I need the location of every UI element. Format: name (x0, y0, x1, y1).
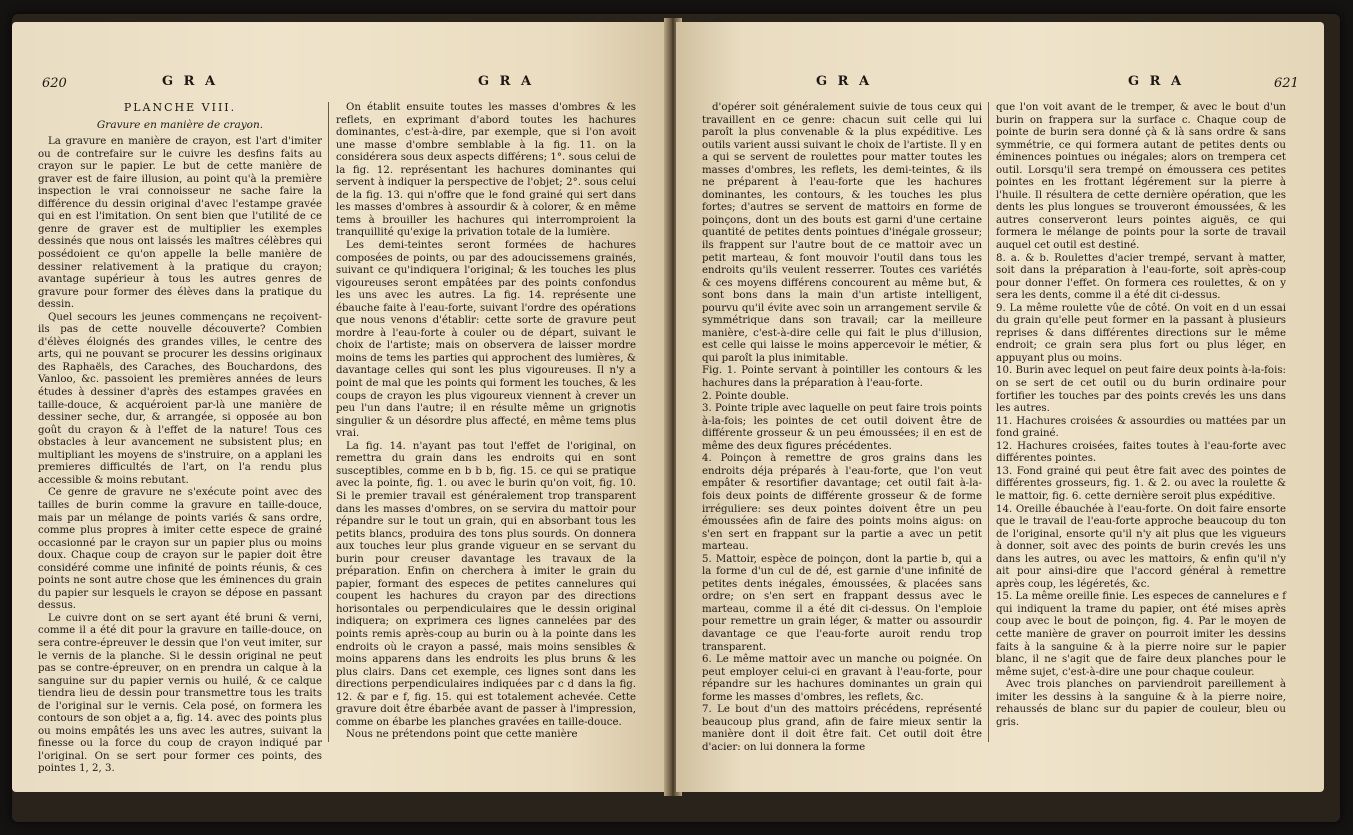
column-1 (702, 102, 982, 754)
figure-item: 11. Hachures croisées & assourdies ou mattées par un fond grainé. (996, 415, 1286, 440)
paragraph: On établit ensuite toutes les masses d'ombres & les reflets, en exprimant d'abord toutes les hachures dominantes, c'est-à-dire, par exemple, que si l'on avoit une masse d'ombre semblable à la fig. 11. on la considérera sous deux aspects différens; 1°. sous celui de la fig. 12. représentant les hachures dominantes qui servent à indiquer la perspective de l'objet; 2°. sous celui de la fig. 13. qui n'offre que le fond grainé qui sert dans les masses d'ombres à assourdir & à colorer, & en même tems à brouiller les hachures qui interromproient la tranquillité qu'exige la privation totale de la lumière. (336, 102, 636, 239)
figure-item: 3. Pointe triple avec laquelle on peut faire trois points à-la-fois; les pointes de cet outil doivent être de différente grosseur & un peu émoussées; il en est de même des deux figures précédentes. (702, 403, 982, 452)
left-page (12, 22, 668, 792)
paragraph: Quel secours les jeunes commençans ne reçoivent-ils pas de cette nouvelle découverte? Combien d'élèves éloignés des grandes villes, le centre des arts, qui ne pouvant se procurer les dessins originaux des Raphaëls, des Caraches, des Bouchardons, des Vanloo, &c. passoient les premières années de leurs études à dessiner d'après des estampes gravées en taille-douce, & acquéroient par-là une manière de dessiner seche, dur, & arrangée, si opposée au bon goût du crayon & à l'effet de la nature! Tous ces obstacles à leur avancement ne subsistent plus; en multipliant les moyens de s'instruire, on a applani les premieres difficultés de l'art, on l'a rendu plus accessible & moins rebutant. (38, 311, 322, 486)
figure-item: 6. Le même mattoir avec un manche ou poignée. On peut employer celui-ci en gravant à l'eau-forte, pour répandre sur les hachures dominantes un grain qui forme les masses d'ombres, les reflets, &c. (702, 654, 982, 703)
right-page (676, 22, 1324, 792)
plate-title: PLANCHE VIII. (123, 101, 237, 114)
figure-item: 12. Hachures croisées, faites toutes à l'eau-forte avec différentes pointes. (996, 440, 1286, 465)
page-number: 620 (42, 76, 67, 91)
column-2 (336, 102, 636, 742)
column-rule (328, 102, 329, 742)
plate-subtitle: Gravure en manière de crayon. (96, 118, 264, 131)
paragraph: La fig. 14. n'ayant pas tout l'effet de l'original, on remettra du grain dans les endroits qui en sont susceptibles, comme en b b b, fig. 15. ce qui se pratique avec la pointe, fig. 1. ou avec le burin qu'on voit, fig. 10. Si le premier travail est généralement trop transparent dans les masses d'ombres, on se servira du mattoir pour répandre sur le tout un grain, qui en absorbant tous les petits blancs, produira des tons plus sourds. On donnera aux touches leur plus grande vigueur en se servant du burin pour creuser davantage les travaux de la préparation. Enfin on cherchera à imiter le grain du papier, formant des especes de petites cannelures qui coupent les hachures du crayon par des directions horisontales ou perpendiculaires que le dessin original indiquera; on exprimera ces lignes cannelées par des points remis après-coup au burin ou à la pointe dans les endroits où le crayon a passé, mais moins sensibles & moins apparens dans les endroits les plus bruns & les plus clairs. Dans cet exemple, ces lignes sont dans les directions perpendiculaires indiquées par c d dans la fig. 12. & par e f, fig. 15. qui est totalement achevée. Cette gravure doit être ébarbée avant de passer à l'impression, comme on ébarbe les planches gravées en taille-douce. (336, 440, 636, 728)
column-rule (988, 102, 989, 742)
figure-item: 15. La même oreille finie. Les especes de cannelures e f qui indiquent la trame du papier, ont été mises après coup avec le bout de poinçon, fig. 4. Par le moyen de cette manière de graver on pourroit imiter les dessins faits à la sanguine & à la pierre noire sur le papier blanc, il ne s'agit que de faire deux planches pour le même sujet, c'est-à-dire une pour chaque couleur. (996, 591, 1286, 678)
figure-item: 8. a. & b. Roulettes d'acier trempé, servant à matter, soit dans la préparation à l'eau-forte, soit après-coup pour donner l'effet. On formera ces roulettes, & on y sera les dents, comme il a été dit ci-dessus. (996, 252, 1286, 302)
running-header: G R A (478, 74, 535, 89)
figure-item: 9. La même roulette vûe de côté. On voit en d un essai du grain qu'elle peut former en la passant à plusieurs reprises & dans différentes directions sur le même endroit; ce grain sera plus fort ou plus léger, en appuyant plus ou moins. (996, 302, 1286, 364)
figure-item: 10. Burin avec lequel on peut faire deux points à-la-fois: on se sert de cet outil ou du burin ordinaire pour fortifier les touches par des points crevés les uns dans les autres. (996, 365, 1286, 415)
paragraph: d'opérer soit généralement suivie de tous ceux qui travaillent en ce genre: chacun suit celle qui lui paroît la plus convenable & la plus expéditive. Les outils varient aussi suivant le choix de l'artiste. Il y en a qui se servent de roulettes pour matter toutes les masses d'ombres, les reflets, les demi-teintes, & ils ne préparent à l'eau-forte que les hachures dominantes, les contours, & les touches les plus fortes; d'autres se servent de mattoirs en forme de poinçons, dont un des bouts est garni d'une certaine quantité de petites dents pointues d'inégale grosseur; ils frappent sur l'autre bout de ce mattoir avec un petit marteau, & font mouvoir l'outil dans tous les endroits qu'ils veulent resserrer. Toutes ces variétés & ces moyens différens concourent au même but, & sont bons dans la main d'un artiste intelligent, pourvu qu'il évite avec soin un arrangement servile & symmétrique dans son travail; car la meilleure manière, c'est-à-dire celle qui fait le plus d'illusion, est celle qui laisse le moins appercevoir le métier, & qui paroît la plus inimitable. (702, 102, 982, 364)
figure-item: Fig. 1. Pointe servant à pointiller les contours & les hachures dans la préparation à l'eau-forte. (702, 365, 982, 390)
running-header: G R A (816, 74, 873, 89)
page-number: 621 (1274, 76, 1299, 91)
running-header: G R A (162, 74, 219, 89)
paragraph: Ce genre de gravure ne s'exécute point avec des tailles de burin comme la gravure en taille-douce, mais par un mélange de points variés & sans ordre, comme plus propres à imiter cette espece de grainé occasionné par le crayon sur un papier plus ou moins doux. Chaque coup de crayon sur le papier doit être considéré comme une infinité de points réunis, & ces points ne sont autre chose que les éminences du grain du papier sur lesquels le crayon se dépose en passant dessus. (38, 487, 322, 612)
figure-item: 5. Mattoir, espèce de poinçon, dont la partie b, qui a la forme d'un cul de dé, est garnie d'une infinité de petites dents inégales, émoussées, & placées sans ordre; on s'en sert en frappant dessus avec le marteau, comme il a été dit ci-dessus. On l'emploie pour remettre un grain léger, & matter ou assourdir davantage ce que l'eau-forte auroit rendu trop transparent. (702, 553, 982, 653)
figure-item: 2. Pointe double. (702, 390, 789, 402)
figure-item: 4. Poinçon à remettre de gros grains dans les endroits déja préparés à l'eau-forte, que l'on veut empâter & resortifier davantage; cet outil fait à-la-fois deux points de différente grosseur & de forme irréguliere: ses deux pointes doivent être un peu émoussées afin de faire des points moins aigus: on s'en sert en frappant sur la partie a avec un petit marteau. (702, 453, 982, 553)
paragraph: La gravure en manière de crayon, est l'art d'imiter ou de contrefaire sur le cuivre les desfins faits au crayon sur le papier. Le but de cette manière de graver est de faire illusion, au point qu'à la première inspection le vrai connoisseur ne sache faire la différence du dessin original d'avec l'estampe gravée qui en est l'imitation. On sent bien que l'utilité de ce genre de graver est de multiplier les exemples dessinés que nous ont laissés les maîtres célèbres qui possédoient ce qu'on appelle la belle manière de dessiner relativement à la pratique du crayon; avantage supérieur à tous les autres genres de gravure pour former des élèves dans la pratique du dessin. (38, 136, 322, 311)
figure-item: 13. Fond grainé qui peut être fait avec des pointes de différentes grosseurs, fig. 1. & 2. ou avec la roulette & le mattoir, fig. 6. cette dernière seroit plus expéditive. (996, 465, 1286, 502)
paragraph: Avec trois planches on parviendroit pareillement à imiter les dessins à la sanguine & à la pierre noire, rehaussés de blanc sur du papier de couleur, bleu ou gris. (996, 679, 1286, 728)
running-header: G R A (1128, 74, 1185, 89)
column-2 (996, 102, 1286, 729)
figure-item: 14. Oreille ébauchée à l'eau-forte. On doit faire ensorte que le travail de l'eau-forte approche beaucoup du ton de l'original, ensorte qu'il n'y ait plus que les vigueurs à donner, soit avec des points de burin crevés les uns dans les autres, ou avec les mattoirs, & enfin qu'il n'y ait pour ainsi-dire que l'accord général à remettre après coup, les légéretés, &c. (996, 503, 1286, 590)
paragraph: Nous ne prétendons point que cette manière (346, 729, 578, 741)
paragraph: Les demi-teintes seront formées de hachures composées de points, ou par des adoucissemens grainés, suivant ce qu'indiquera l'original; & les touches les plus vigoureuses seront empâtées par des points confondus les uns avec les autres. La fig. 14. représente une ébauche faite à l'eau-forte, suivant l'ordre des opérations que nous venons d'établir: cette sorte de gravure peut mordre à l'eau-forte à couler ou de départ, suivant le choix de l'artiste; mais on observera de laisser mordre moins de tems les parties qui approchent des lumières, & davantage celles qui sont les plus vigoureuses. Il n'y a point de mal que les points qui forment les touches, & les coups de crayon les plus vigoureux viennent à crever un peu l'un dans l'autre; il en résulte même un grignotis singulier & un désordre plus affecté, en même tems plus vrai. (336, 240, 636, 440)
paragraph: Le cuivre dont on se sert ayant été bruni & verni, comme il a été dit pour la gravure en taille-douce, on sera contre-épreuver le dessin que l'on veut imiter, sur le vernis de la planche. Si le dessin original ne peut pas se contre-épreuver, on en prendra un calque à la sanguine sur du papier vernis ou huilé, & ce calque tiendra lieu de dessin pour transmettre tous les traits de l'original sur le vernis. Cela posé, on formera les contours de son objet a a, fig. 14. avec des points plus ou moins empâtés les uns avec les autres, suivant la finesse ou la force du coup de crayon indiqué par l'original. On se sert pour former ces points, des pointes 1, 2, 3. (38, 612, 322, 775)
figure-item: que l'on voit avant de le tremper, & avec le bout d'un burin on frappera sur la surface c. Chaque coup de pointe de burin sera donné çà & là sans ordre & sans symmétrie, ce qui formera autant de petites dents ou éminences pointues ou inégales; alors on trempera cet outil. Lorsqu'il sera trempé on émoussera ces petites pointes en les frottant légérement sur la pierre à l'huile. Il résultera de cette dernière opération, que les dents les plus longues se trouveront émoussées, & les autres conserveront leurs pointes aiguës, ce qui formera le mélange de points pour la sorte de travail auquel cet outil est destiné. (996, 102, 1286, 252)
figure-item: 7. Le bout d'un des mattoirs précédens, représenté beaucoup plus grand, afin de faire mieux sentir la manière dont il doit être fait. Cet outil doit être d'acier: on lui donnera la forme (702, 704, 982, 753)
column-1 (38, 102, 322, 776)
